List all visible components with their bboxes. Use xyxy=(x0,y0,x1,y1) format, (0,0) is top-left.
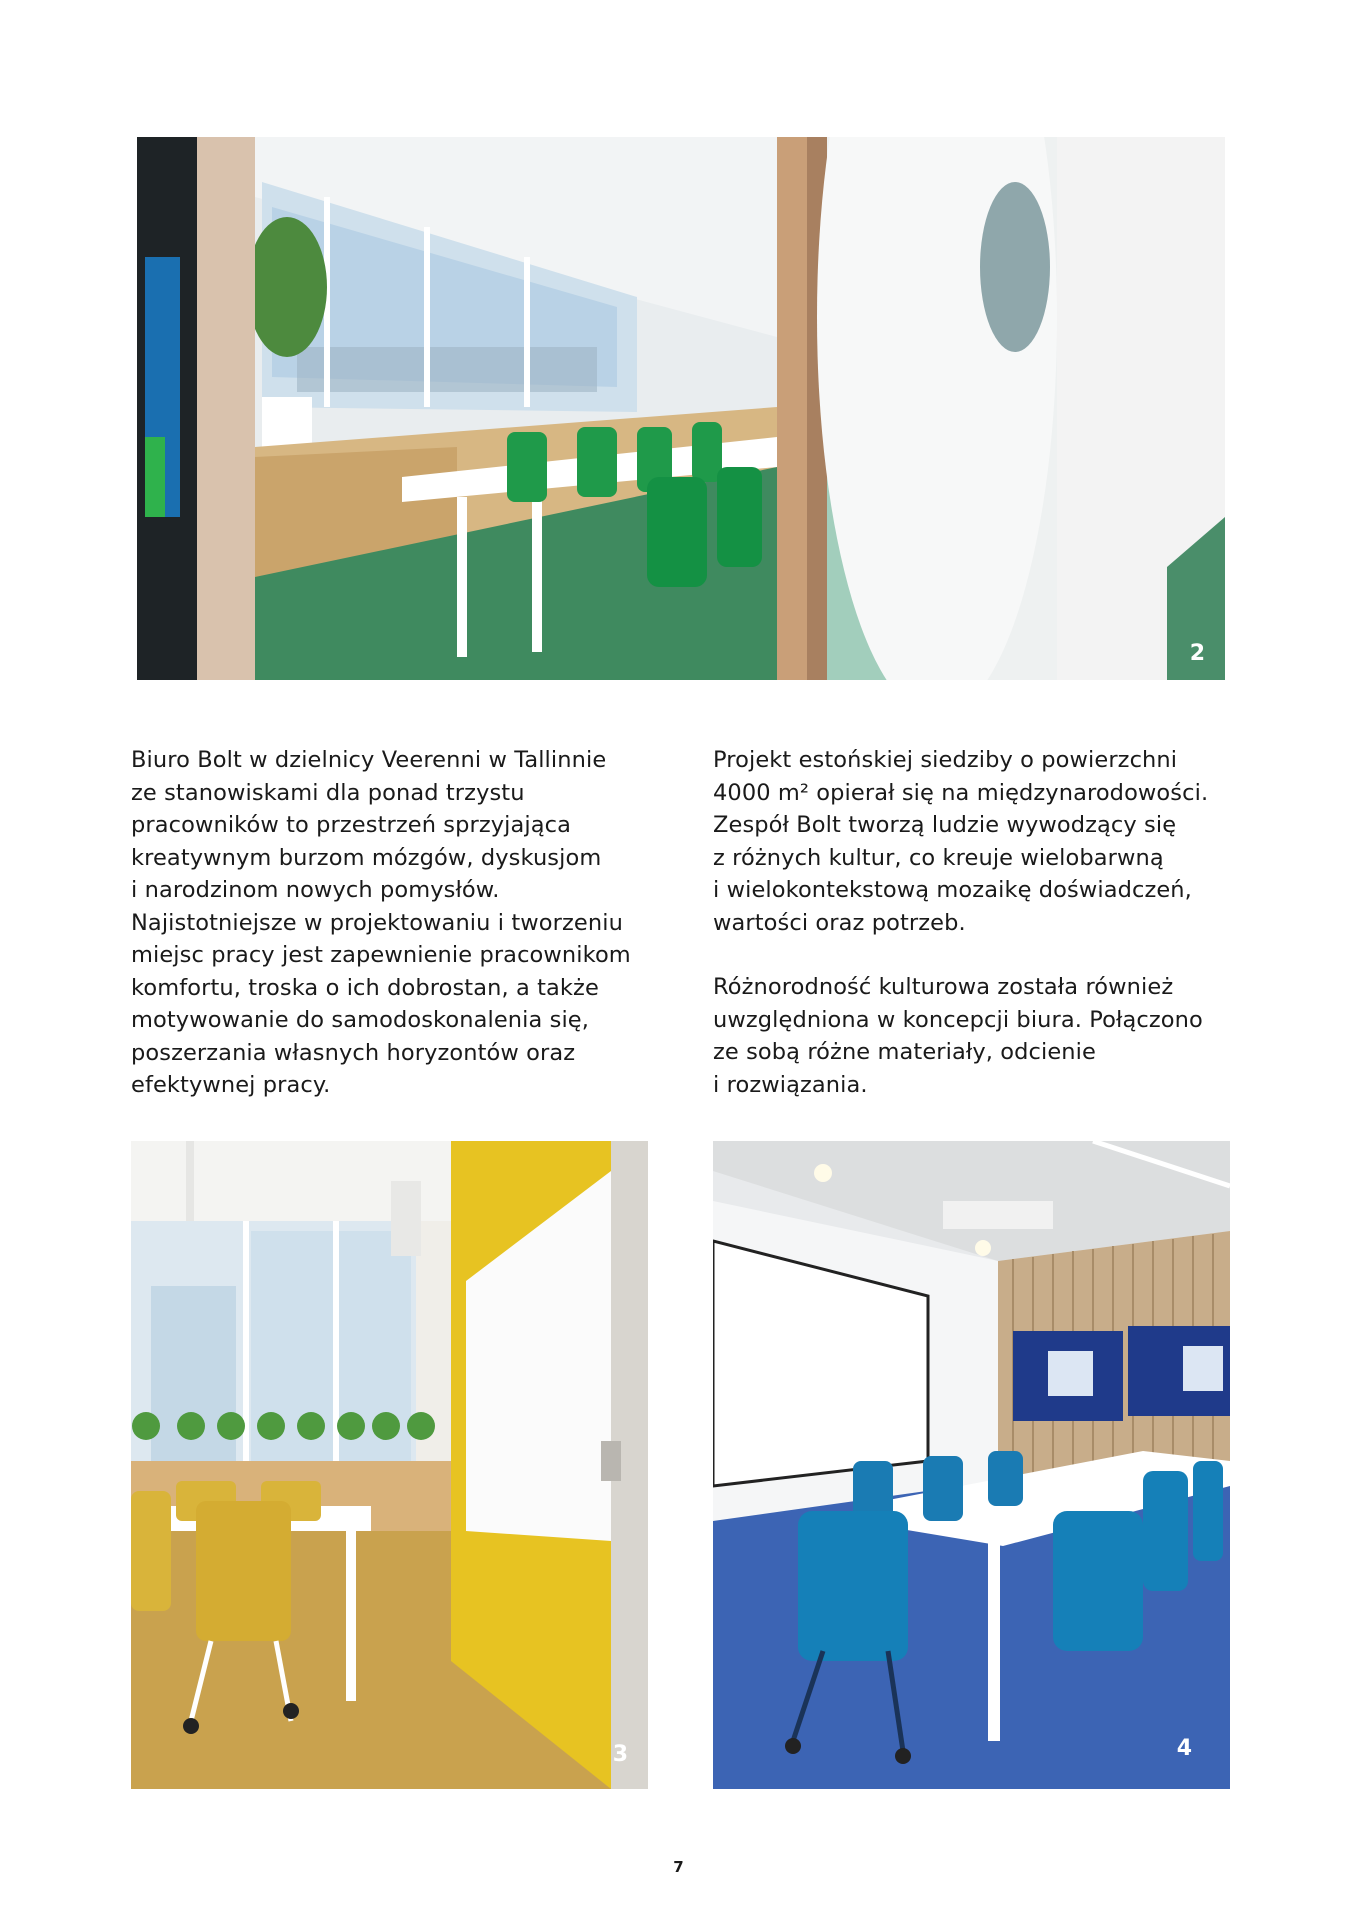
paragraph: Biuro Bolt w dzielnicy Veerenni w Tallinnie ze stanowiskami dla ponad trzystu pracowników to przestrzeń sprzyjająca kreatywnym burzom mózgów, dyskusjom i narodzinom nowych pomysłów. Najistotniejsze w projektowaniu i tworzeniu miejsc pracy jest zapewnienie pracownikom komfortu, troska o ich dobrostan, a także motywowanie do samodoskonalenia się, poszerzania własnych horyzontów oraz efektywnej pracy. xyxy=(131,747,631,1098)
text-column-right xyxy=(713,744,1233,1101)
photo-number: 2 xyxy=(1189,641,1205,666)
photo-number: 3 xyxy=(612,1742,628,1767)
paragraph: Różnorodność kulturowa została również uwzględniona w koncepcji biura. Połączono ze sobą różne materiały, odcienie i rozwiązania. xyxy=(713,974,1203,1098)
photo-number: 4 xyxy=(1176,1736,1192,1761)
photo-green-meeting-room xyxy=(137,137,1225,680)
photo-blue-meeting-room xyxy=(713,1141,1230,1789)
paragraph: Projekt estońskiej siedziby o powierzchni 4000 m² opierał się na międzynarodowości. Zespół Bolt tworzą ludzie wywodzący się z różnych kultur, co kreuje wielobarwną i wielokontekstową mozaikę doświadczeń, wartości oraz potrzeb. xyxy=(713,747,1209,936)
text-column-left xyxy=(131,744,671,1102)
photo-yellow-meeting-room xyxy=(131,1141,648,1789)
page-number: 7 xyxy=(673,1858,684,1876)
